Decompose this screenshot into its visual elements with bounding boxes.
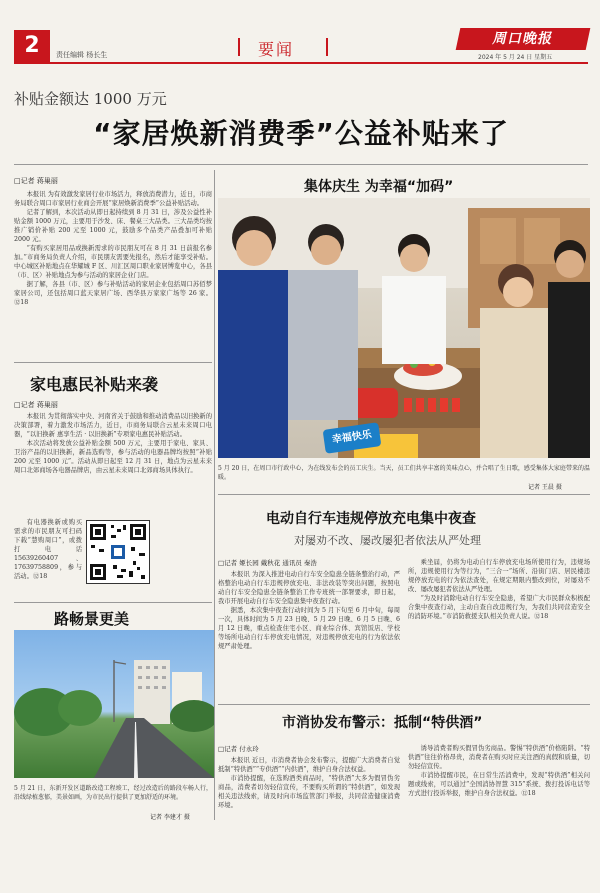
page-number: 2 <box>14 30 50 62</box>
liquor-byline: □记者 付永玲 <box>218 745 259 753</box>
photo-story-caption: 5 月 20 日，在周口市行政中心，为在线发布会的员工庆生。当天，员工们共享丰富的美味点心，并合唱了生日歌，感受集体大家庭带来的温暖。 <box>218 465 590 481</box>
road-headline: 路畅景更美 <box>54 610 130 628</box>
paragraph: “为及时消除电动自行车安全隐患，希望广大市民群众积极配合集中夜查行动，主动自查自改违规行为，为我们共同营造安全的消防环境。”市消防救援支队相关负责人说。⑫18 <box>408 595 590 620</box>
appliance-article <box>14 412 212 516</box>
liquor-headline: 市消协发布警示：抵制“特供酒” <box>282 715 483 731</box>
road-caption: 5 月 21 日，东新开发区道路改造工程竣工，经过改造后的路段车畅人行，沿线绿植葱郁，美景如画，为市民出行提供了更加舒适的环境。 <box>14 785 212 801</box>
lead-article <box>14 190 212 354</box>
newspaper-logo: 周口晚报 <box>456 28 591 50</box>
divider <box>14 602 212 603</box>
paragraph: 诱导消费者购买假冒伪劣商品。警惕“特供酒”价格陷阱。“特供酒”往往价格昂贵，消费者在购买时应关注酒的真假和质量，切勿轻信宣传。 <box>408 745 590 770</box>
paragraph: 本报讯 为贯彻落实中央、河南省关于鼓励和推动消费品以旧换新的决策部署，着力激发市场活力，近日，市商务局联合云星未来周口电器，“以旧换新 惠享生活 · 以旧换新”专项家电惠民补贴活动。 <box>14 413 212 438</box>
divider <box>218 494 590 495</box>
ebike-deck: 对屡劝不改、屡改屡犯者依法从严处理 <box>294 534 481 547</box>
appliance-byline: □记者 蒋巢丽 <box>14 401 58 409</box>
dateline: 2024 年 5 月 24 日 星期五 <box>478 54 553 61</box>
header-rule <box>14 62 588 64</box>
lead-headline: “家居焕新消费季”公益补贴来了 <box>93 117 509 150</box>
birthday-photo <box>218 198 590 458</box>
road-photographer: 记者 李建才 摄 <box>150 814 190 821</box>
lead-kicker: 补贴金额达 1000 万元 <box>14 90 167 108</box>
paragraph: 乘坐届，仍将为电动自行车停放充电场所使用行为，违规场所，违规使用行为等行为，“三合一”场所、沿街门店、居民楼违规停放充电的行为依法查处，在规定期限内整改到位，对屡劝不改、屡改屡犯者依法从严处理。 <box>408 559 590 593</box>
paragraph: 据悉，本次集中夜查行动时间为 5 月下旬至 6 月中旬，每周一次，具体时间为 5 月 23 日晚、5 月 29 日晚、6 月 5 日晚、6 月 12 日晚，重点检查住宅小区、商业综合体、宾馆饭店、学校等场所电动自行车停放充电情况，对违规停放充电的行为依法依规严肃处理。 <box>218 607 400 650</box>
liquor-article-col1 <box>218 756 400 832</box>
photo-story-photographer: 记者 王晨 摄 <box>528 484 562 491</box>
paragraph: 记者了解到，本次活动从即日起持续到 8 月 31 日，涉及公益性补贴金额 1000 万元，主要用于沙发、床、餐桌三大品类。三大品类均按推广销价补贴 200 元至 1000 元，鼓励多个品类产品叠加可补贴 2000 元。 <box>14 209 212 243</box>
paragraph: 据了解，各县（市、区）参与补贴活动的家居企业包括周口苏佰梦家居公司，还包括周口蓝天家居广场、西华县万家家广场等 26 家。⑫18 <box>14 281 212 306</box>
qr-code-icon <box>86 520 150 584</box>
divider <box>218 704 590 705</box>
column-separator <box>214 170 215 820</box>
ebike-article-col1 <box>218 570 400 690</box>
paragraph: 市消协提醒市民，在日常生活消费中，发现“特供酒”相关问题或线索，可以通过“全国消协智慧 315”系统、拨打投诉电话等方式进行投诉举报，维护自身合法权益。⑫18 <box>408 772 590 797</box>
section-divider <box>238 38 240 56</box>
road-photo <box>14 630 214 778</box>
paragraph: 本报讯 近日，市消费者协会发布警示，提醒广大消费者自觉抵制“特供酒”“专供酒”“内供酒”，维护自身合法权益。 <box>218 757 400 773</box>
paragraph: 市消协提醒，在选购酒类商品时，“特供酒”大多为假冒伪劣商品，消费者切勿轻信宣传，不要购买所谓的“特供酒”，如发现相关违法线索，请及时向市场监管部门举报，共同营造健康消费环境。 <box>218 775 400 809</box>
ebike-byline: □记者 姬长园 戴秋花 通讯员 秦浩 <box>218 559 317 567</box>
lead-byline: □记者 蒋巢丽 <box>14 177 58 185</box>
editor-credits: 责任编辑 杨长生 <box>56 51 108 59</box>
ebike-article-col2 <box>408 558 590 688</box>
paragraph: 本次活动将发放公益补贴金额 500 万元，主要用于家电、家具、卫浴产品的以旧换新，新品选购等，参与活动的电器品牌均按照“补贴 200 元至 1000 元”。活动从即日起至 12 月 31 日，地点为云星未来周口北郊商场各电器品牌店，由云星未来周口北郊商场具体执行。 <box>14 440 212 474</box>
cake-sign: 幸福快乐 <box>323 422 382 454</box>
paragraph: 本报讯 为有效激发家居行业市场活力，释放消费潜力，近日，市商务局联合周口市家居行业商会开展“家居焕新消费季”公益补贴活动。 <box>14 191 212 207</box>
page-header <box>0 0 600 62</box>
ebike-headline: 电动自行车违规停放充电集中夜查 <box>266 511 476 527</box>
section-divider <box>326 38 328 56</box>
liquor-article-col2 <box>408 744 590 832</box>
appliance-headline: 家电惠民补贴来袭 <box>30 375 159 394</box>
divider <box>14 362 212 363</box>
paragraph: 本报讯 为深入推进电动自行车安全隐患全链条整治行动，严格整治电动自行车违规停放充电、非法改装等突出问题，按照电动自行车安全隐患全链条整治工作专班统一部署要求，即日起，我市开展电动自行车安全隐患集中夜查行动。 <box>218 571 400 605</box>
photo-story-headline: 集体庆生 为幸福“加码” <box>304 179 454 195</box>
paragraph: “有购买家居用品或换新需求的市民朋友可在 8 月 31 日前报名参加。”市商务局负责人介绍，市民朋友需要先报名，然后才能享受补贴。中心城区补贴地点在华耀城 F 区、川汇区周口职业家居博览中心，各县（市、区）补贴地点为参与活动的家居企业门店。 <box>14 245 212 279</box>
section-name: 要闻 <box>258 40 295 59</box>
paragraph: 有电器换新或购买需求的市民朋友可扫码下载“慧购周口”，或拨打电话 15639260407、17639758809，参与活动。⑫18 <box>14 519 82 580</box>
divider <box>14 164 588 165</box>
qr-note <box>14 518 82 598</box>
